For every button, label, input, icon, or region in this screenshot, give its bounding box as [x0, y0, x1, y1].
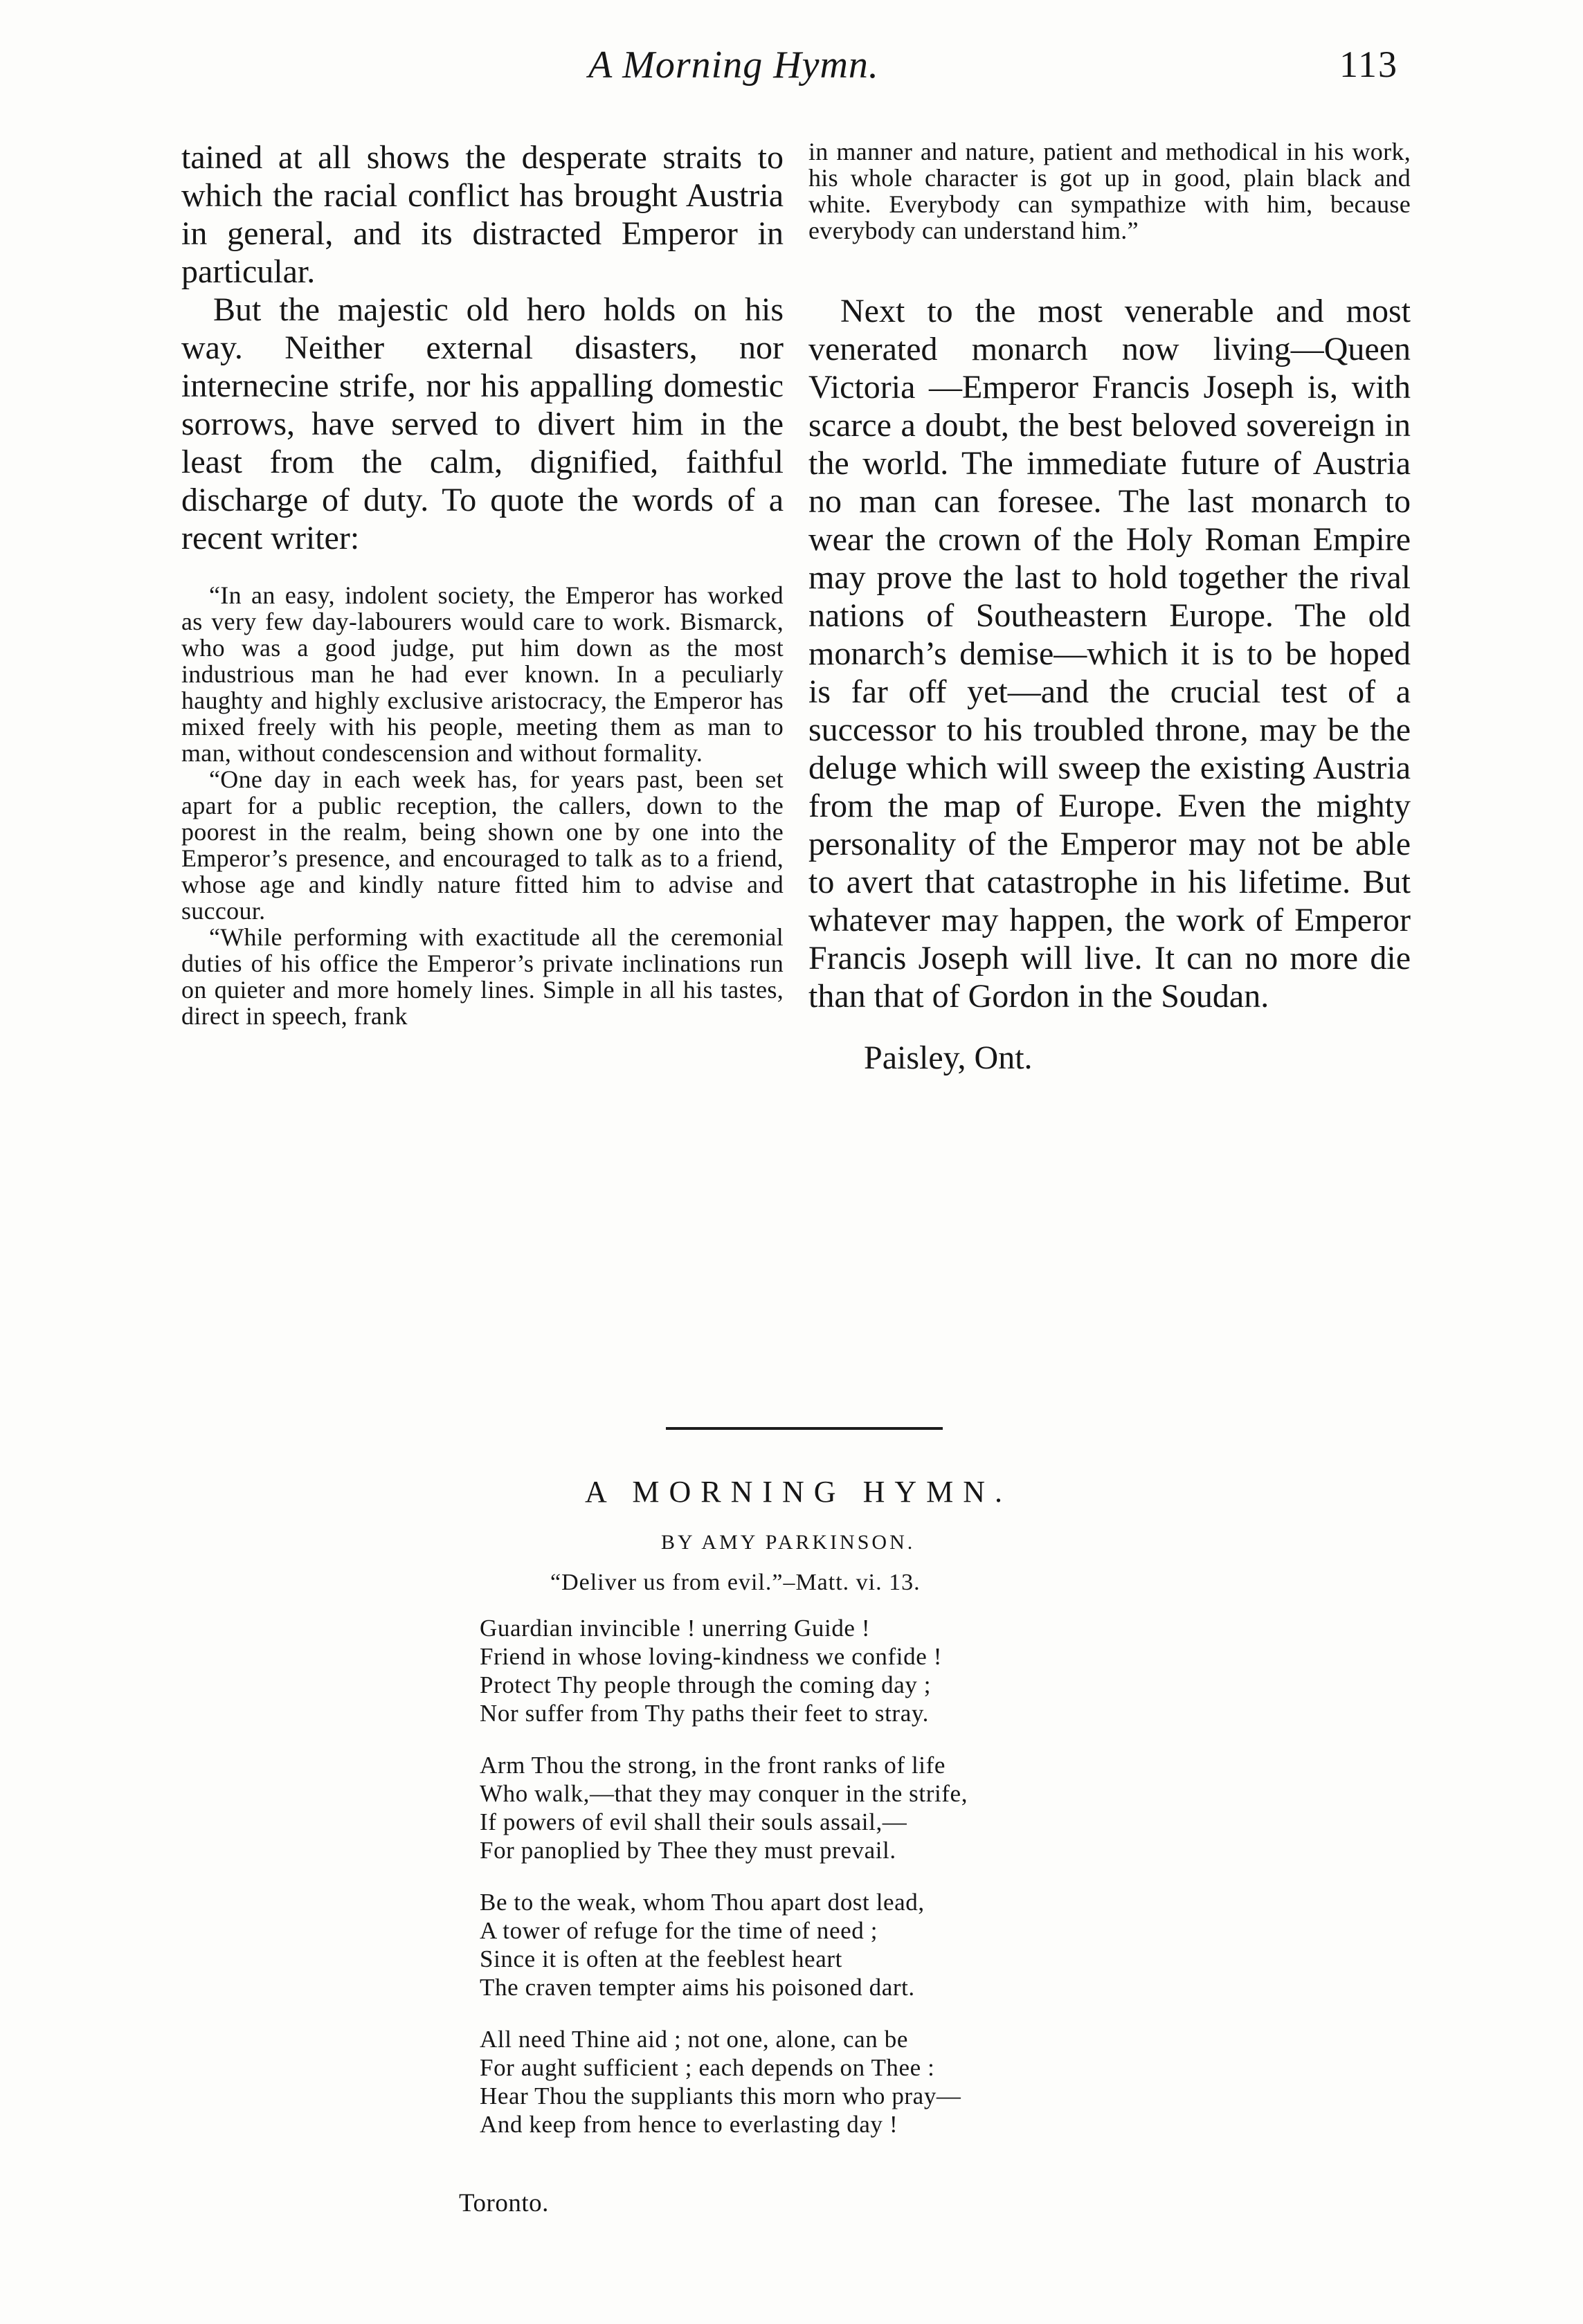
stanza — [480, 1614, 1241, 1727]
paragraph-continued: tained at all shows the desperate straits to which the racial conflict has brought Austria in general, and its distracted Emperor in particular. — [181, 139, 784, 290]
poem-line: Hear Thou the suppliants this morn who pray— — [480, 2082, 961, 2109]
section-divider — [666, 1427, 943, 1430]
poem-line: Friend in whose loving-kindness we confide ! — [480, 1643, 942, 1670]
quote-paragraph-continued: in manner and nature, patient and methodical in his work, his whole character is got up in good, plain black and white. Everybody can sympathize with him, because everybody can understand him.” — [808, 138, 1411, 244]
stanza — [480, 1751, 1241, 1864]
article-signoff: Paisley, Ont. — [864, 1040, 1033, 1076]
poem-epigraph: “Deliver us from evil.”–Matt. vi. 13. — [550, 1570, 921, 1595]
poem-line: If powers of evil shall their souls assail,— — [480, 1808, 907, 1835]
quote-paragraph-public-reception: “One day in each week has, for years past, been set apart for a public reception, the callers, down to the poorest in the realm, being shown one by one into the Emperor’s presence, and encouraged to talk as to a friend, whose age and kindly nature fitted him to advise and succour. — [181, 765, 784, 925]
stanza — [480, 2025, 1241, 2139]
poem-byline: BY AMY PARKINSON. — [661, 1531, 916, 1554]
poem-stanzas — [480, 1614, 1241, 2162]
poem-line: A tower of refuge for the time of need ; — [480, 1917, 878, 1944]
stanza — [480, 1888, 1241, 2001]
left-column — [181, 138, 784, 1029]
poem-line: For panoplied by Thee they must prevail. — [480, 1837, 896, 1864]
page-header — [0, 43, 1583, 98]
poem-title: A MORNING HYMN. — [585, 1475, 1013, 1509]
poem-line: Who walk,—that they may conquer in the strife, — [480, 1780, 968, 1807]
poem-line: And keep from hence to everlasting day ! — [480, 2111, 898, 2138]
quote-paragraph-ceremonial-duties: “While performing with exactitude all the ceremonial duties of his office the Emperor’s private inclinations run on quieter and more homely lines. Simple in all his tastes, direct in speech, frank — [181, 923, 784, 1030]
page-number: 113 — [1339, 44, 1398, 85]
quote-paragraph-indolent-society: “In an easy, indolent society, the Emperor has worked as very few day-labourers would care to work. Bismarck, who was a good judge, put him down as the most industrious man he had ever known. In a peculiarly haughty and highly exclusive aristocracy, the Emperor has mixed freely with his people, meeting them as man to man, without condescension and without formality. — [181, 581, 784, 767]
right-column — [808, 138, 1411, 1077]
poem-line: Arm Thou the strong, in the front ranks of life — [480, 1752, 946, 1779]
poem-line: All need Thine aid ; not one, alone, can be — [480, 2026, 908, 2053]
poem-line: Guardian invincible ! unerring Guide ! — [480, 1615, 871, 1642]
poem-line: For aught sufficient ; each depends on Thee : — [480, 2054, 935, 2081]
poem-line: Nor suffer from Thy paths their feet to stray. — [480, 1700, 930, 1727]
poem-line: The craven tempter aims his poisoned dart. — [480, 1974, 915, 2001]
paragraph-venerable-monarch: Next to the most venerable and most venerated monarch now living—Queen Victoria —Emperor Francis Joseph is, with scarce a doubt, the best beloved sovereign in the world. The immediate future of Austria no man can foresee. The last monarch to wear the crown of the Holy Roman Empire may prove the last to hold together the rival nations of Southeastern Europe. The old monarch’s demise—which it is to be hoped is far off yet—and the crucial test of a successor to his troubled throne, may be the deluge which will sweep the existing Austria from the map of Europe. Even the mighty personality of the Emperor may not be able to avert that catastrophe in his lifetime. But whatever may happen, the work of Emperor Francis Joseph will live. It can no more die than that of Gordon in the Soudan. — [808, 293, 1411, 1015]
poem-place: Toronto. — [459, 2189, 549, 2217]
running-title: A Morning Hymn. — [588, 44, 879, 87]
poem-line: Since it is often at the feeblest heart — [480, 1945, 842, 1972]
poem-line: Be to the weak, whom Thou apart dost lead, — [480, 1889, 925, 1916]
paragraph-majestic-old-hero: But the majestic old hero holds on his way. Neither external disasters, nor internecine strife, nor his appalling domestic sorrows, have served to divert him in the least from the calm, dignified, faithful discharge of duty. To quote the words of a recent writer: — [181, 291, 784, 556]
poem-line: Protect Thy people through the coming day ; — [480, 1671, 932, 1698]
